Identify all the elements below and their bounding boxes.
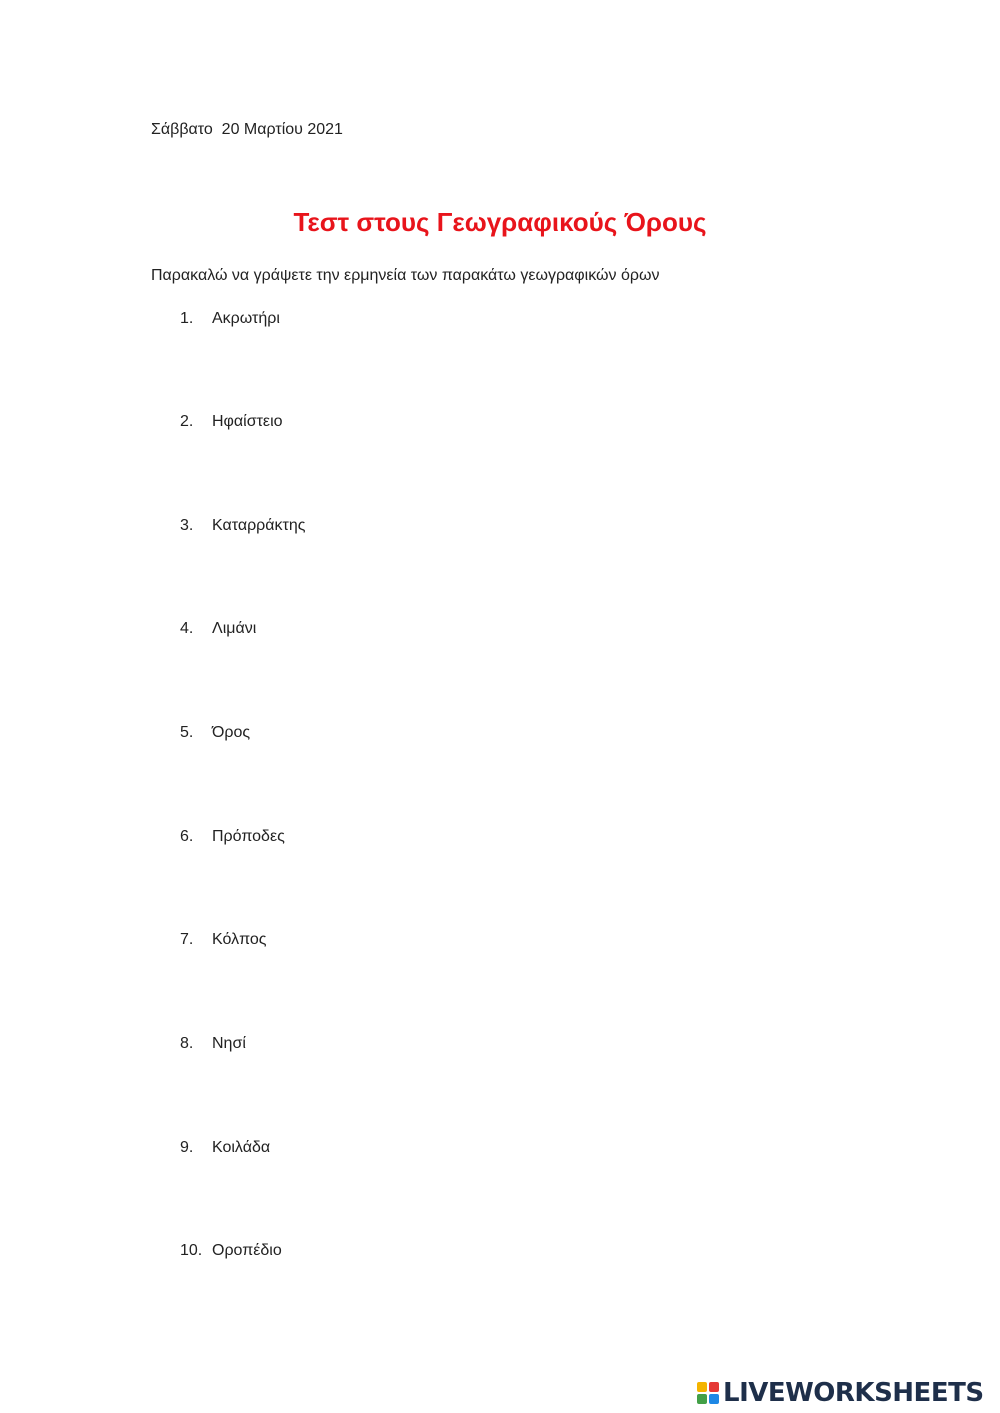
term-number: 4. [180,620,194,637]
logo-grid-icon [697,1382,719,1404]
list-item [0,828,600,852]
term-number: 5. [180,724,194,741]
term-number: 10. [180,1242,203,1259]
term-label: Οροπέδιο [212,1242,282,1259]
list-item [0,1139,600,1163]
logo-text: LIVEWORKSHEETS [723,1378,984,1408]
page-title: Τεστ στους Γεωγραφικούς Όρους [293,207,707,237]
logo-square-green [697,1394,707,1404]
term-label: Πρόποδες [212,828,285,845]
list-item [0,517,600,541]
term-label: Όρος [212,724,251,741]
term-number: 9. [180,1139,194,1156]
term-label: Καταρράκτης [212,517,306,534]
list-item [0,1242,600,1266]
term-number: 8. [180,1035,194,1052]
list-item [0,620,600,644]
logo-square-blue [709,1394,719,1404]
term-label: Ακρωτήρι [212,310,280,327]
list-item [0,931,600,955]
logo-square-yellow [697,1382,707,1392]
date-line: Σάββατο 20 Μαρτίου 2021 [151,121,343,138]
term-number: 1. [180,310,194,327]
instructions-text: Παρακαλώ να γράψετε την ερμηνεία των παρακάτω γεωγραφικών όρων [151,267,660,284]
term-label: Ηφαίστειο [212,413,283,430]
list-item [0,413,600,437]
term-label: Νησί [212,1035,246,1052]
liveworksheets-logo [697,1377,984,1409]
term-number: 6. [180,828,194,845]
term-number: 3. [180,517,194,534]
logo-square-red [709,1382,719,1392]
list-item [0,310,600,334]
term-label: Κόλπος [212,931,267,948]
term-label: Κοιλάδα [212,1139,271,1156]
list-item [0,724,600,748]
term-number: 7. [180,931,194,948]
term-label: Λιμάνι [212,620,257,637]
term-number: 2. [180,413,194,430]
list-item [0,1035,600,1059]
